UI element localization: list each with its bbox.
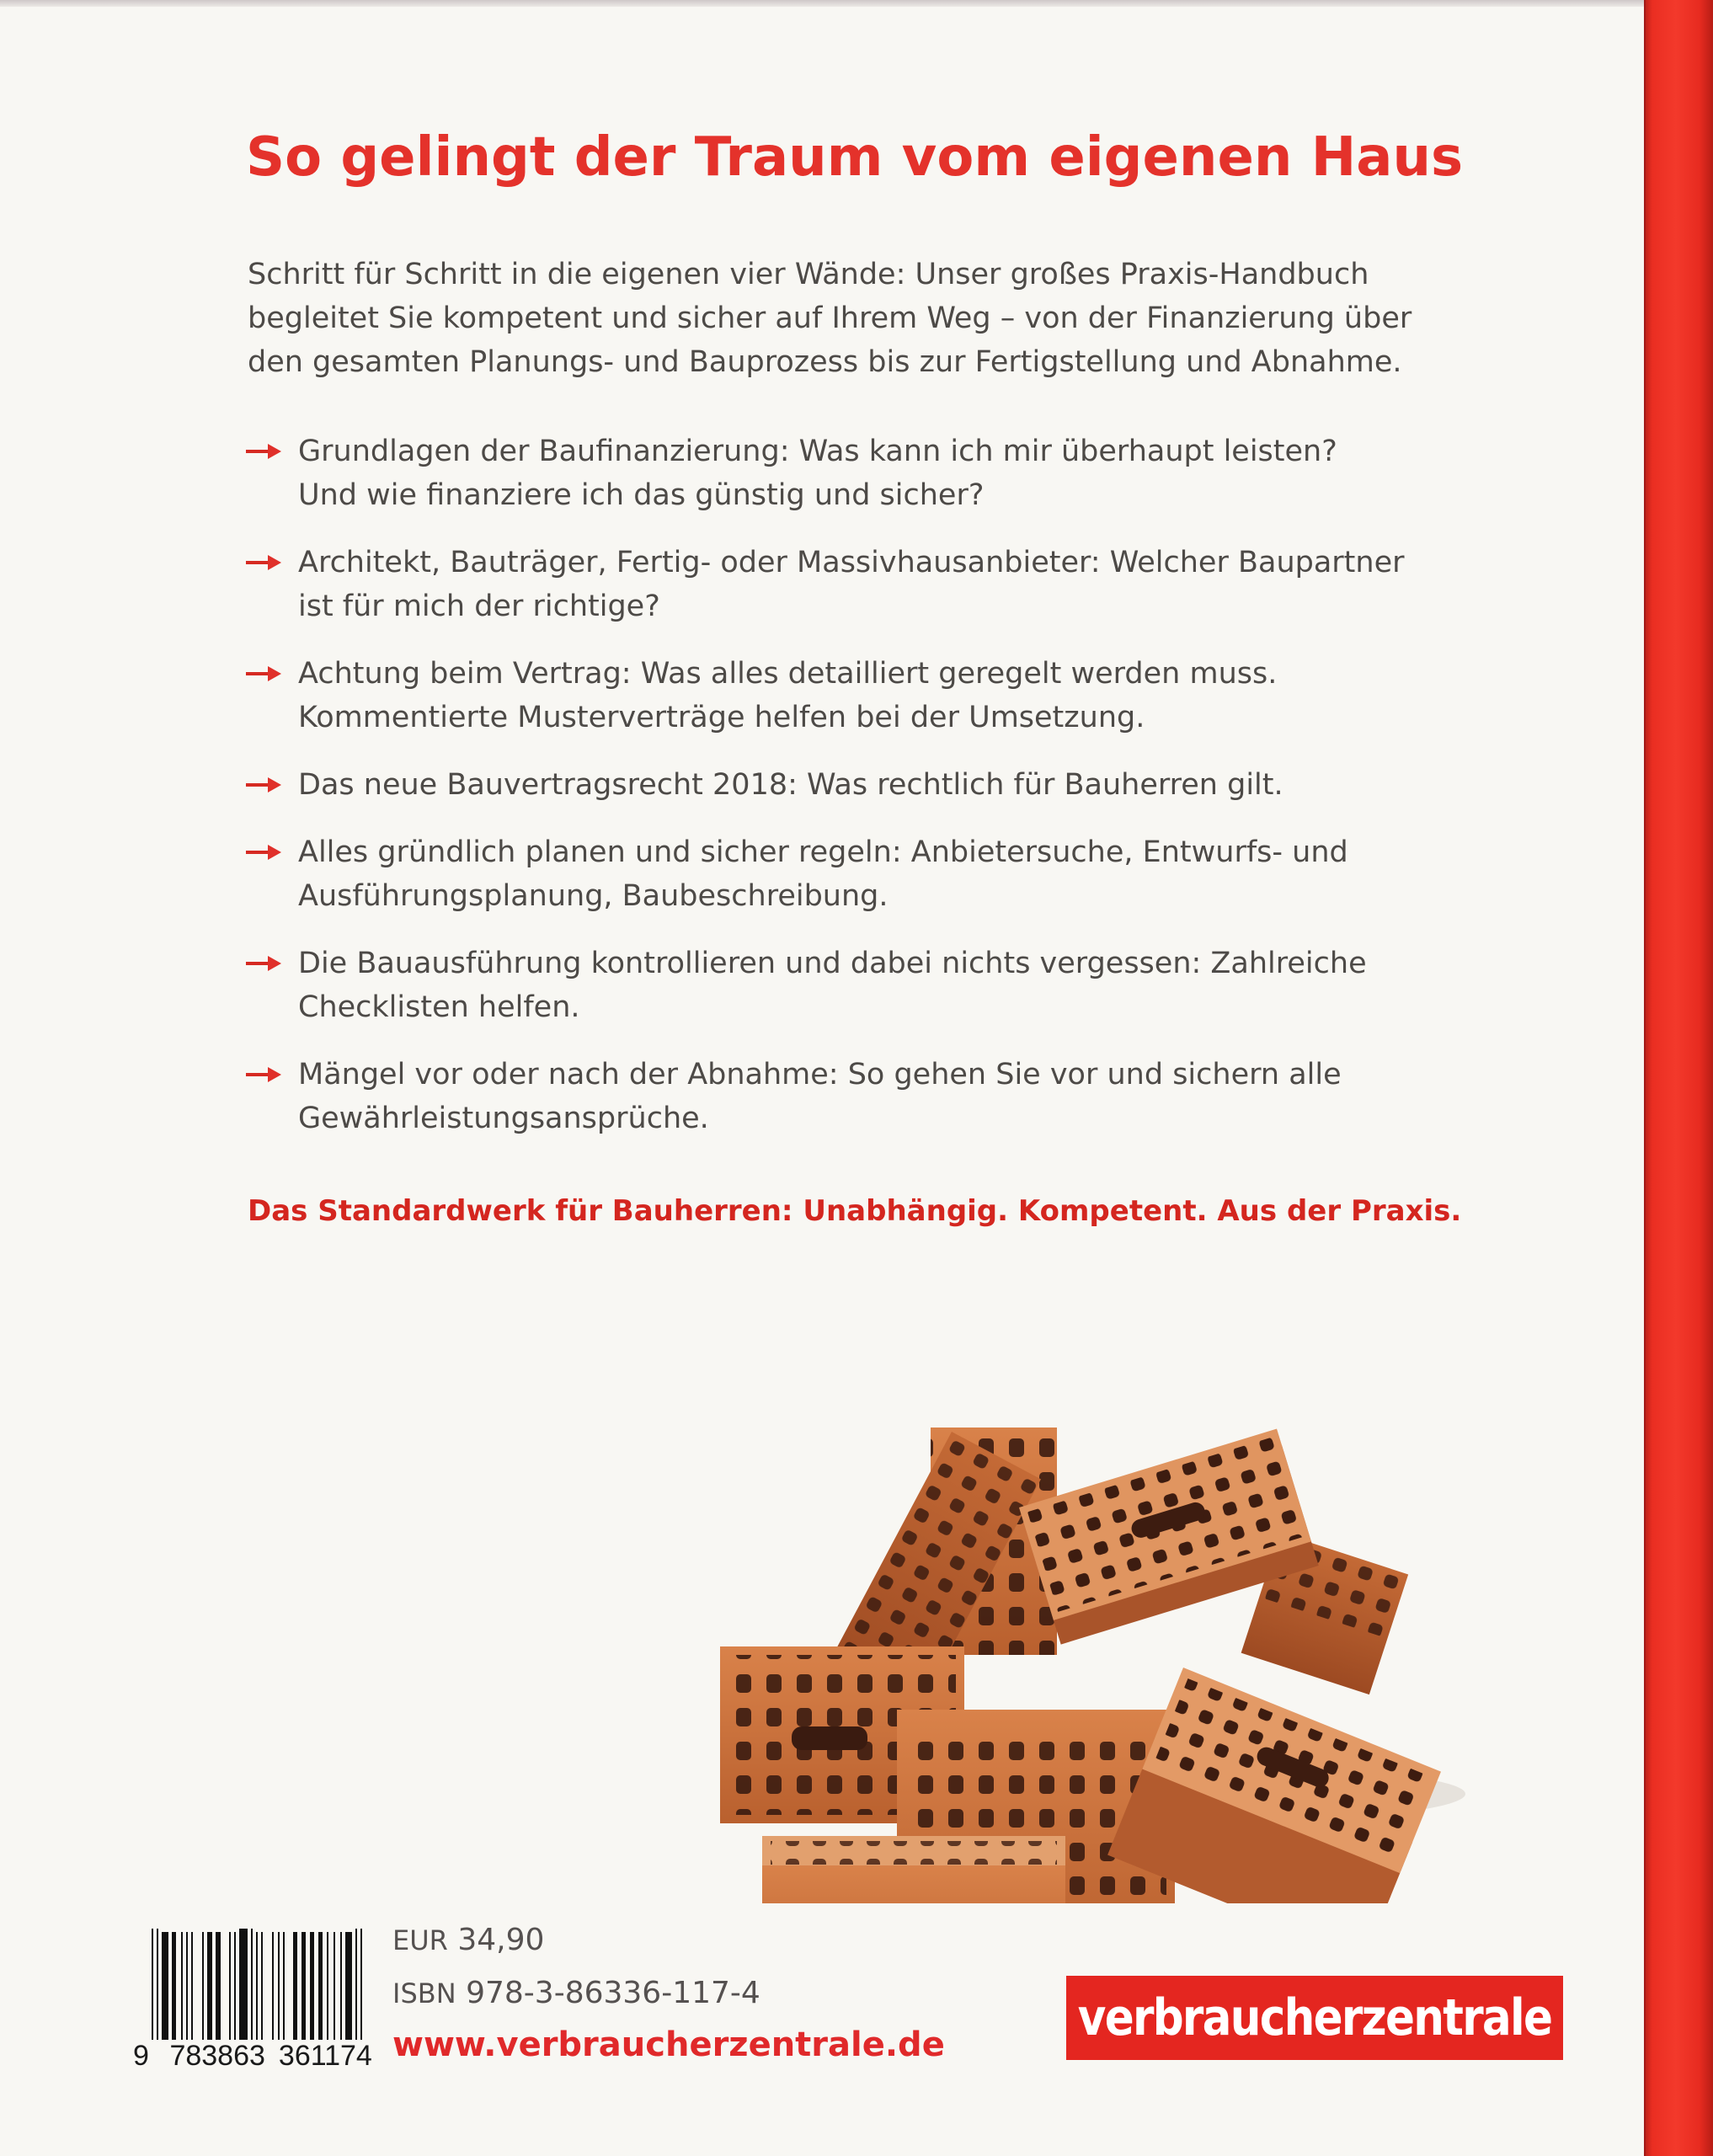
list-item-line: Checklisten helfen.: [298, 990, 580, 1024]
list-item: [246, 652, 1509, 739]
list-item-line: Die Bauausführung kontrollieren und dabei nichts vergessen: Zahlreiche: [298, 947, 1367, 980]
barcode-digits-right: 361174: [278, 2040, 372, 2072]
arrow-right-icon: [246, 541, 298, 584]
arrow-right-icon: [246, 830, 298, 874]
isbn: [392, 1976, 760, 2010]
list-item-line: Alles gründlich planen und sicher regeln: Anbietersuche, Entwurfs- und: [298, 835, 1348, 869]
barcode-digits-left: 783863: [169, 2040, 265, 2072]
arrow-right-icon: [246, 942, 298, 985]
barcode-number: [133, 2040, 377, 2073]
website-link[interactable]: www.verbraucherzentrale.de: [392, 2025, 945, 2064]
list-item-line: Architekt, Bauträger, Fertig- oder Massivhausanbieter: Welcher Baupartner: [298, 546, 1405, 579]
list-item-line: Gewährleistungsansprüche.: [298, 1102, 709, 1135]
intro-paragraph: [248, 253, 1494, 384]
list-item-line: Kommentierte Musterverträge helfen bei der Umsetzung.: [298, 701, 1145, 734]
price: [392, 1923, 544, 1957]
list-item: [246, 430, 1509, 517]
list-item-line: Ausführungsplanung, Baubeschreibung.: [298, 879, 889, 913]
cover-top-edge: [0, 0, 1651, 7]
list-item-line: Achtung beim Vertrag: Was alles detailliert geregelt werden muss.: [298, 657, 1278, 691]
arrow-right-icon: [246, 1053, 298, 1097]
intro-line: begleitet Sie kompetent und sicher auf Ihrem Weg – von der Finanzierung über: [248, 302, 1412, 335]
arrow-right-icon: [246, 763, 298, 807]
list-item-line: ist für mich der richtige?: [298, 590, 660, 623]
list-item: [246, 1053, 1509, 1140]
list-item-line: Grundlagen der Baufinanzierung: Was kann ich mir überhaupt leisten?: [298, 435, 1337, 468]
headline: So gelingt der Traum vom eigenen Haus: [246, 126, 1464, 189]
feature-list: [246, 430, 1509, 1164]
barcode-digit-first: 9: [133, 2040, 149, 2072]
isbn-label: ISBN: [392, 1977, 456, 2009]
isbn-value: 978-3-86336-117-4: [466, 1976, 760, 2010]
intro-line: den gesamten Planungs- und Bauprozess bis zur Fertigstellung und Abnahme.: [248, 345, 1402, 379]
list-item-line: Und wie finanziere ich das günstig und sicher?: [298, 478, 985, 512]
arrow-right-icon: [246, 430, 298, 473]
list-item: [246, 830, 1509, 918]
price-currency: EUR: [392, 1924, 448, 1956]
book-spine: [1644, 0, 1713, 2156]
tagline: Das Standardwerk für Bauherren: Unabhängig. Kompetent. Aus der Praxis.: [248, 1194, 1462, 1228]
list-item: [246, 763, 1509, 807]
publisher-logo-text: verbraucherzentrale: [1077, 1988, 1552, 2047]
publisher-logo: [1066, 1976, 1563, 2060]
list-item-line: Das neue Bauvertragsrecht 2018: Was rechtlich für Bauherren gilt.: [298, 768, 1283, 802]
intro-line: Schritt für Schritt in die eigenen vier Wände: Unser großes Praxis-Handbuch: [248, 258, 1369, 291]
bricks-image: [699, 1398, 1482, 1903]
list-item-line: Mängel vor oder nach der Abnahme: So gehen Sie vor und sichern alle: [298, 1058, 1342, 1091]
price-value: 34,90: [457, 1923, 545, 1957]
list-item: [246, 541, 1509, 628]
list-item: [246, 942, 1509, 1029]
arrow-right-icon: [246, 652, 298, 696]
